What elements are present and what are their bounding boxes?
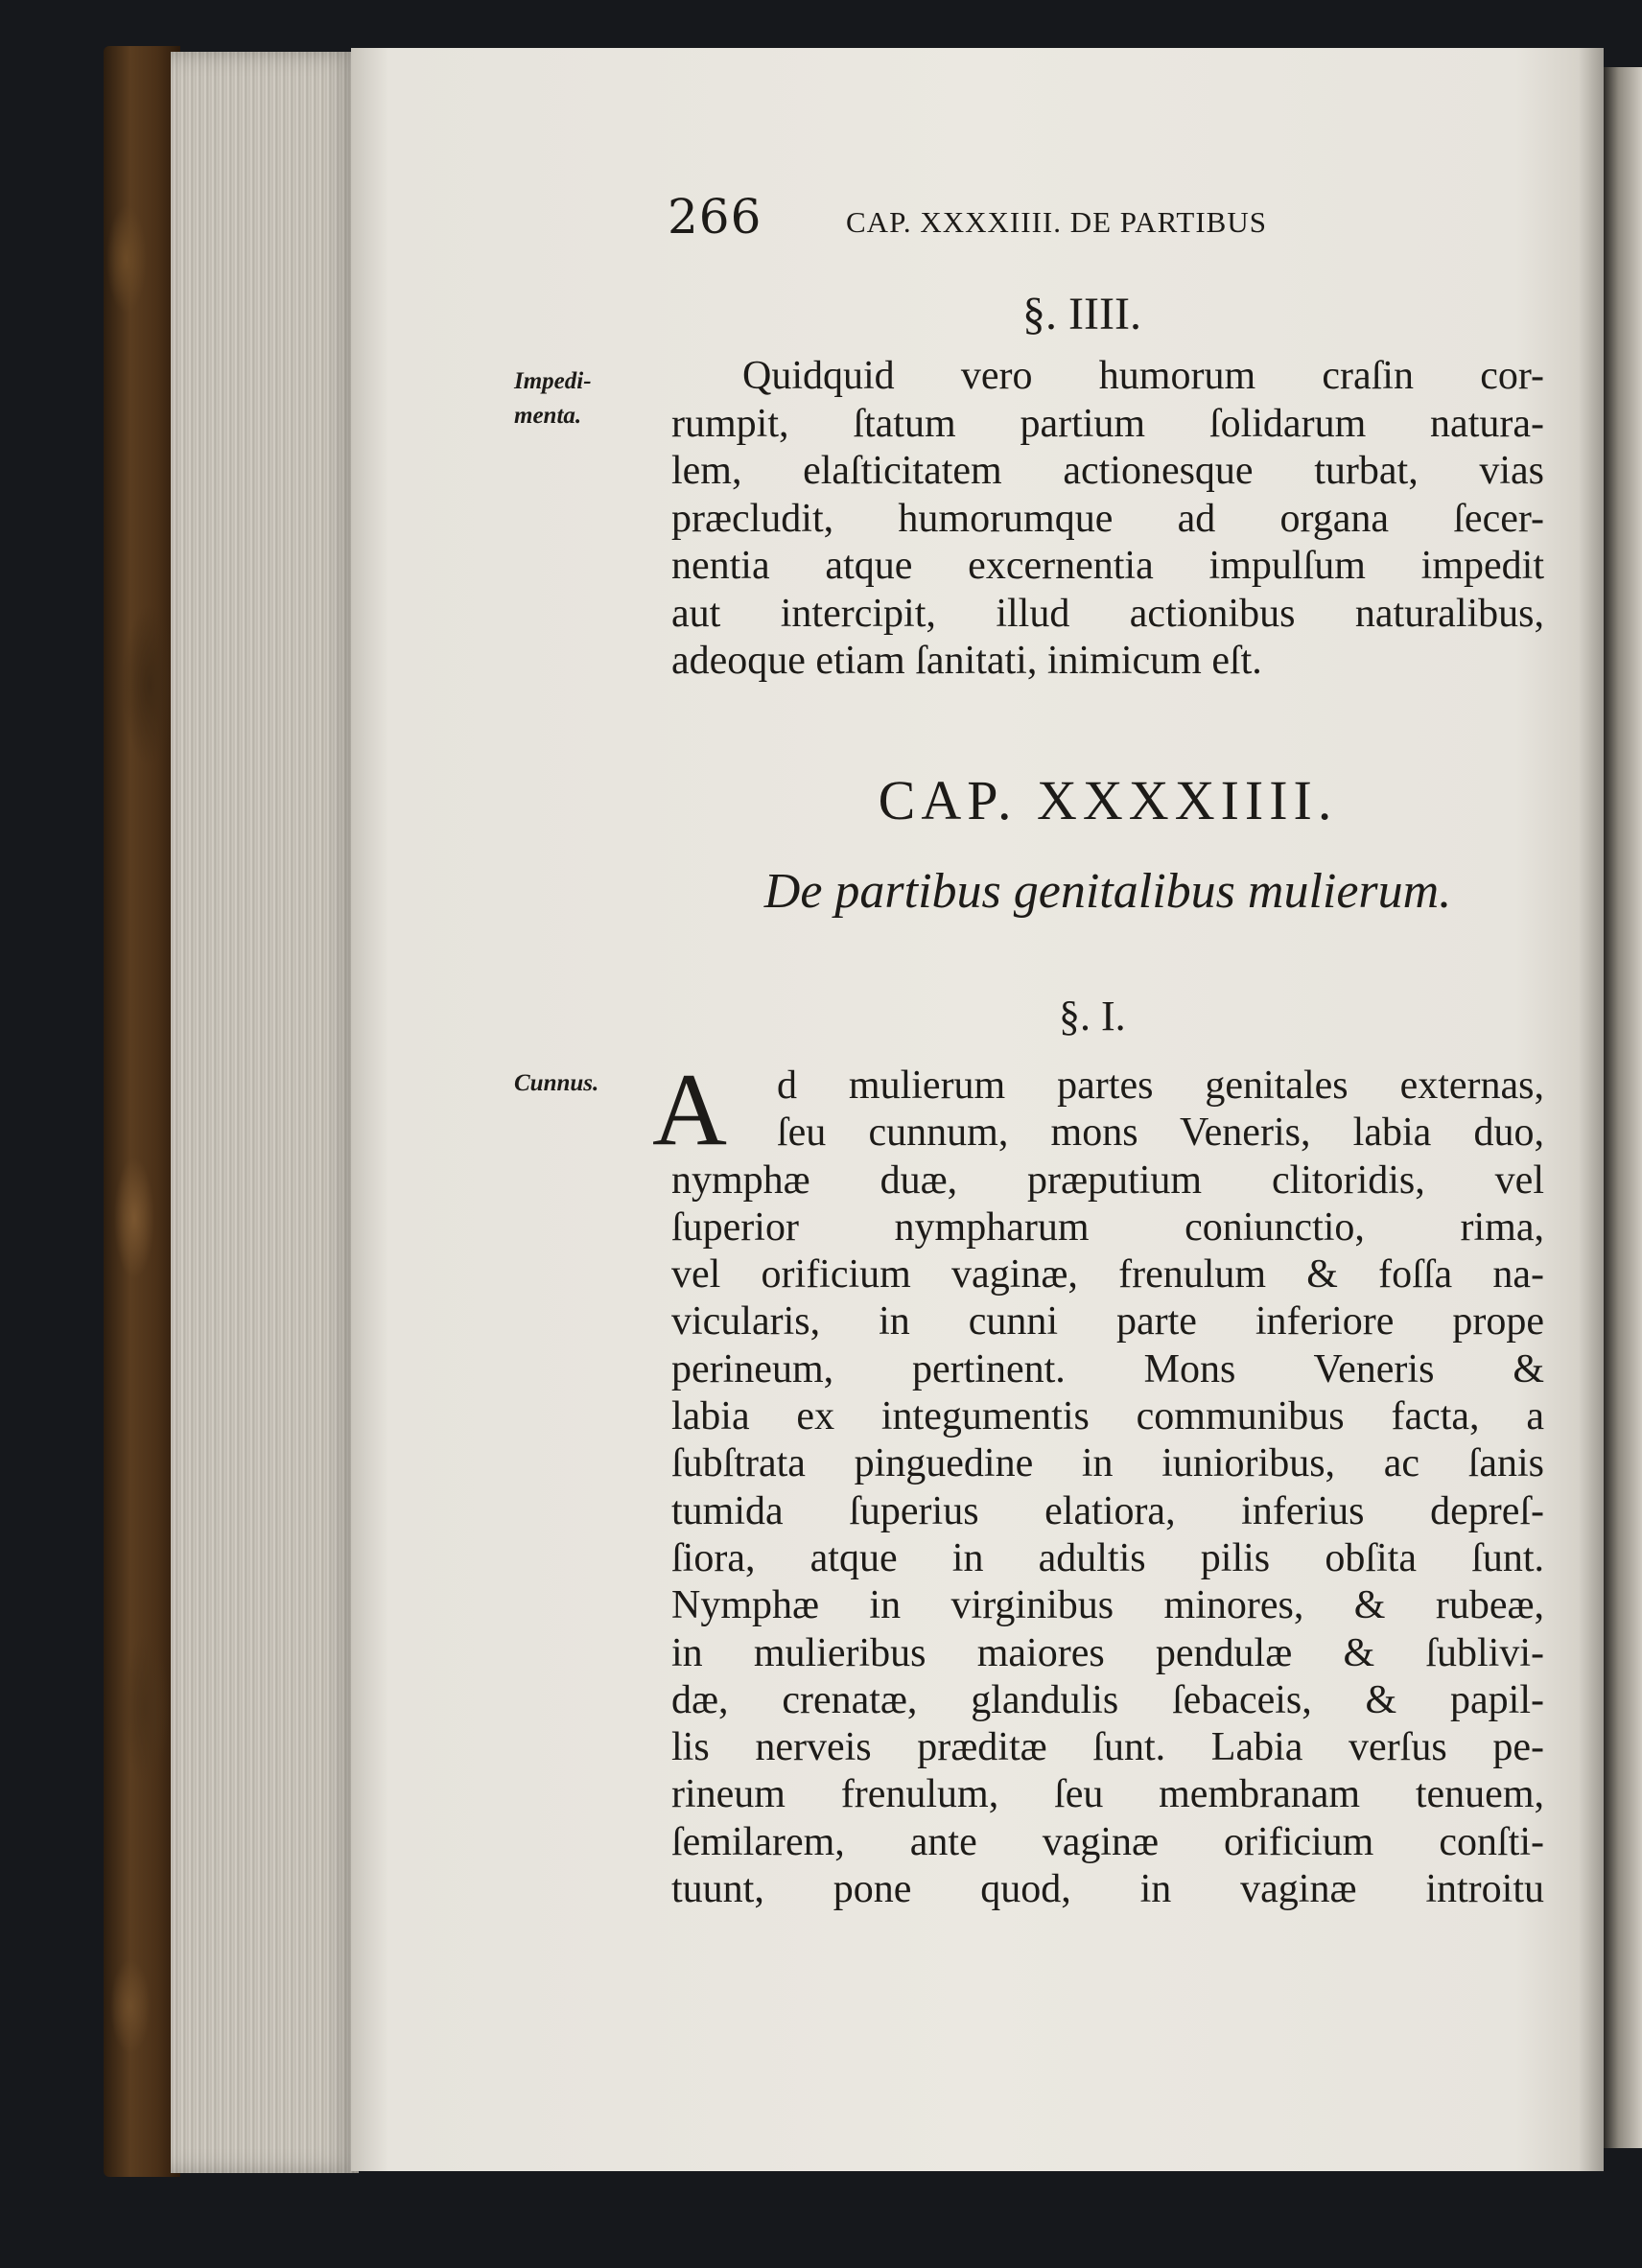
text-line: nentia atque excernentia impulſum impedit	[671, 544, 1544, 588]
text-line: lis nerveis præditæ ſunt. Labia verſus pe-	[671, 1725, 1544, 1770]
text-line: rumpit, ſtatum partium ſolidarum natura-	[671, 401, 1544, 446]
section-mark-i: §. I.	[1059, 993, 1126, 1040]
text-line: d mulierum partes genitales externas,	[777, 1064, 1544, 1108]
text-line: dæ, crenatæ, glandulis ſebaceis, & papil-	[671, 1677, 1544, 1722]
text-line: perineum, pertinent. Mons Veneris &	[671, 1346, 1544, 1391]
text-line: Quidquid vero humorum craſin cor-	[742, 354, 1544, 398]
margin-note-impedimenta	[514, 364, 592, 433]
book-cover-edge	[104, 46, 180, 2177]
text-line: nymphæ duæ, præputium clitoridis, vel	[671, 1157, 1544, 1203]
chapter-title: CAP. XXXXIIII.	[878, 769, 1338, 831]
margin-note-line: menta.	[514, 403, 582, 429]
text-line: rineum frenulum, ſeu membranam tenuem,	[671, 1772, 1544, 1817]
text-line: aut intercipit, illud actionibus naturalibus,	[671, 591, 1544, 636]
text-line: tuunt, pone quod, in vaginæ introitu	[671, 1867, 1544, 1912]
margin-note-line: Impedi-	[514, 368, 592, 394]
page-number: 266	[668, 189, 762, 245]
text-line: præcludit, humorumque ad organa ſecer-	[671, 496, 1544, 541]
text-line: ſiora, atque in adultis pilis obſita ſunt.	[671, 1535, 1544, 1580]
text-line: Nymphæ in virginibus minores, & rubeæ,	[671, 1583, 1544, 1628]
text-line: vicularis, in cunni parte inferiore prope	[671, 1299, 1544, 1344]
text-line: labia ex integumentis communibus facta, a	[671, 1394, 1544, 1439]
chapter-subtitle: De partibus genitalibus mulierum.	[763, 864, 1452, 919]
text-line: ſemilarem, ante vaginæ orificium conſti-	[671, 1819, 1544, 1864]
text-line: vel orificium vaginæ, frenulum & foſſa na-	[671, 1252, 1544, 1298]
text-line: adeoque etiam ſanitati, inimicum eſt.	[671, 639, 1262, 683]
margin-note-cunnus: Cunnus.	[514, 1070, 599, 1096]
drop-cap: A	[652, 1053, 727, 1167]
page-stack-edge	[171, 52, 359, 2173]
text-line: lem, elaſticitatem actionesque turbat, vias	[671, 449, 1544, 493]
text-line: ſuperior nympharum coniunctio, rima,	[671, 1204, 1544, 1250]
section-i-paragraph	[671, 1063, 1544, 1913]
text-line: tumida ſuperius elatiora, inferius depreſ-	[671, 1488, 1544, 1533]
section-mark-iiii: §. IIII.	[1022, 289, 1141, 339]
text-line: ſubſtrata pinguedine in iunioribus, ac ſanis	[671, 1441, 1544, 1486]
facing-page-edge	[1604, 67, 1642, 2148]
running-title: CAP. XXXXIIII. DE PARTIBUS	[846, 205, 1267, 239]
text-line: in mulieribus maiores pendulæ & ſublivi-	[671, 1630, 1544, 1675]
text-line: ſeu cunnum, mons Veneris, labia duo,	[777, 1111, 1544, 1156]
section-iiii-paragraph	[671, 353, 1544, 686]
